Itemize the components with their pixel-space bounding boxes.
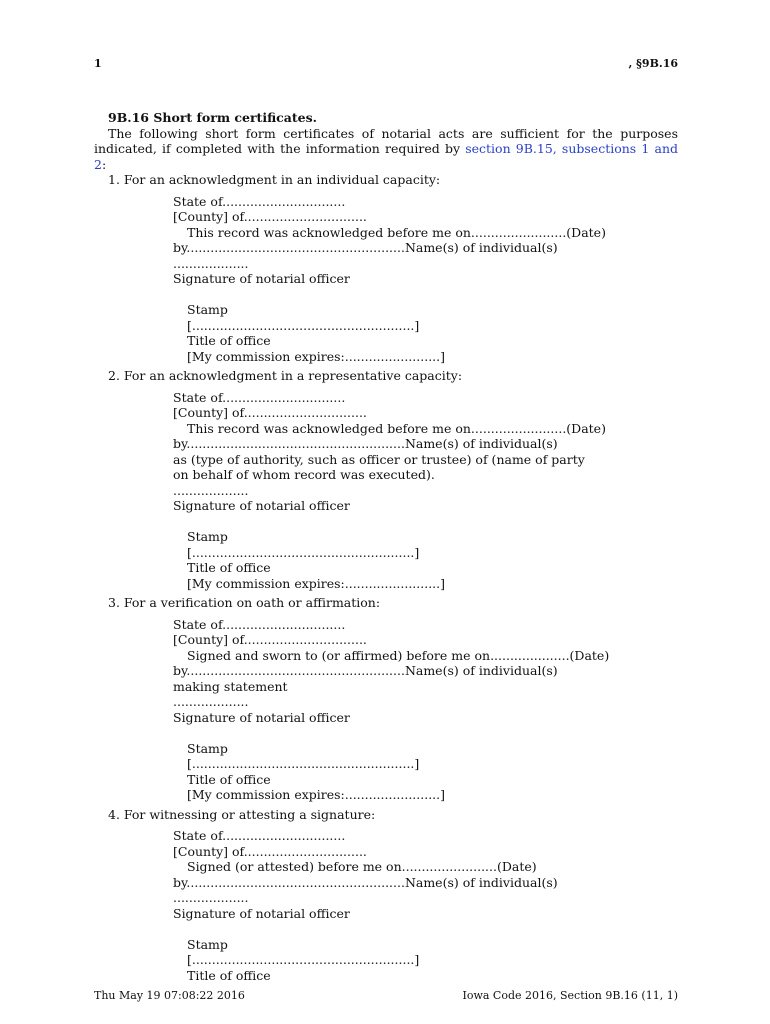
title-of-office: Title of office [187, 771, 271, 787]
document-body [94, 110, 678, 987]
form-section-3 [94, 595, 678, 803]
dots-line: ................... [173, 255, 249, 271]
footer-citation: Iowa Code 2016, Section 9B.16 (11, 1) [462, 989, 678, 1002]
form-heading: 3. For a verification on oath or affirmation: [108, 595, 381, 610]
stamp-line: [........................................................] [187, 756, 420, 771]
by-line: by.......................................................Name(s) of individual(s) [173, 436, 558, 451]
intro-paragraph [94, 126, 678, 173]
section-title: 9B.16 Short form certificates. [108, 110, 317, 125]
by-line: by.......................................................Name(s) of individual(s) [173, 663, 558, 678]
title-of-office: Title of office [187, 333, 271, 348]
dots-line: ................... [173, 694, 249, 709]
act-line: This record was acknowledged before me on........................(Date) [187, 420, 606, 436]
section-link[interactable]: section 9B.15, subsections 1 and 2 [94, 141, 678, 172]
stamp-line: [........................................................] [187, 952, 420, 967]
certificate-form [173, 390, 678, 592]
signature-label: Signature of notarial officer [173, 498, 350, 513]
intro-tail: : [101, 156, 107, 172]
county-line: [County] of............................... [173, 209, 367, 224]
state-line: State of............................... [173, 193, 346, 209]
title-of-office: Title of office [187, 967, 271, 983]
county-line: [County] of............................... [173, 632, 367, 647]
certificate-form [173, 617, 678, 803]
state-line: State of............................... [173, 389, 346, 405]
stamp-label: Stamp [187, 302, 228, 317]
county-line: [County] of............................... [173, 843, 367, 859]
stamp-line: [........................................................] [187, 317, 420, 333]
state-line: State of............................... [173, 616, 346, 632]
stamp-label: Stamp [187, 529, 228, 544]
footer-timestamp: Thu May 19 07:08:22 2016 [94, 989, 245, 1002]
commission-expires: [My commission expires:........................] [187, 575, 446, 591]
form-section-1 [94, 172, 678, 364]
form-heading: 1. For an acknowledgment in an individual capacity: [108, 172, 441, 187]
commission-expires: [My commission expires:........................] [187, 348, 446, 364]
county-line: [County] of............................... [173, 405, 367, 420]
signature-label: Signature of notarial officer [173, 905, 350, 921]
by-line: by.......................................................Name(s) of individual(s) [173, 874, 558, 890]
form-section-4 [94, 807, 678, 984]
intro-text: The following short form certificates of notarial acts are sufficient for the purposes indicated, if completed with the information required by [94, 125, 678, 156]
making-statement-line: making statement [173, 678, 288, 694]
act-line: This record was acknowledged before me on........................(Date) [187, 224, 606, 240]
by-line: by.......................................................Name(s) of individual(s) [173, 240, 558, 255]
commission-expires: [My commission expires:........................] [187, 787, 446, 802]
form-heading: 4. For witnessing or attesting a signature: [108, 806, 376, 822]
signature-label: Signature of notarial officer [173, 271, 350, 286]
page-number: 1 [94, 57, 102, 70]
form-section-2 [94, 368, 678, 591]
signature-label: Signature of notarial officer [173, 709, 350, 725]
state-line: State of............................... [173, 828, 346, 843]
dots-line: ................... [173, 890, 249, 905]
stamp-line: [........................................................] [187, 544, 420, 560]
stamp-label: Stamp [187, 936, 228, 952]
authority-line: as (type of authority, such as officer or trustee) of (name of party on behalf of whom record was executed). [173, 451, 585, 482]
dots-line: ................... [173, 482, 249, 498]
title-of-office: Title of office [187, 560, 271, 575]
certificate-form [173, 194, 678, 365]
header-section-ref: , §9B.16 [628, 57, 678, 70]
act-line: Signed and sworn to (or affirmed) before me on....................(Date) [187, 647, 610, 663]
form-heading: 2. For an acknowledgment in a representative capacity: [108, 368, 463, 383]
stamp-label: Stamp [187, 740, 228, 756]
act-line: Signed (or attested) before me on........................(Date) [187, 859, 537, 874]
certificate-form [173, 828, 678, 983]
